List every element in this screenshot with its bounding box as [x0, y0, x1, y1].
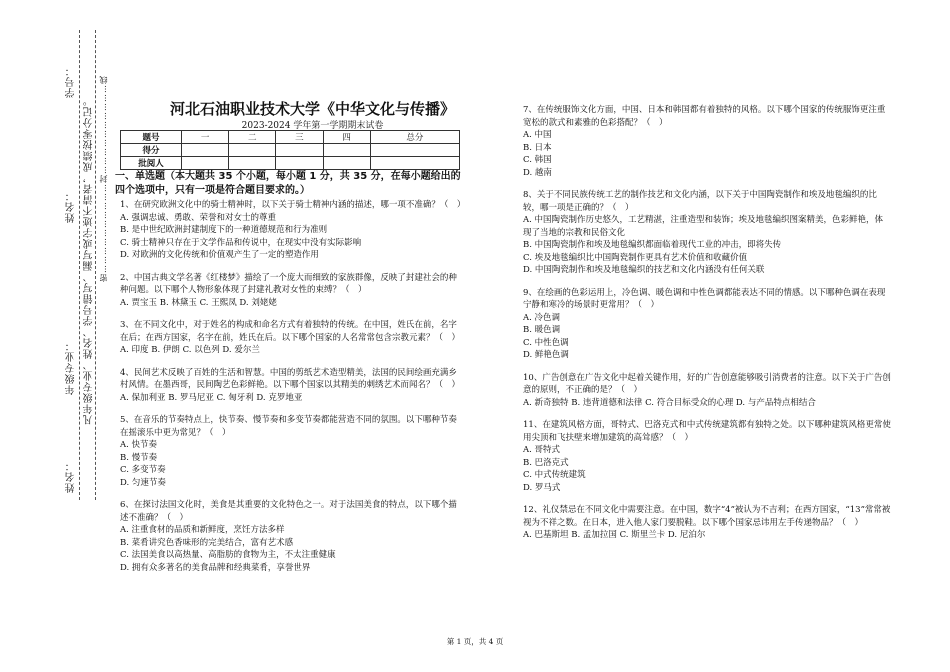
option[interactable]: C. 韩国 — [523, 155, 552, 165]
option[interactable]: B. 菜肴讲究色香味形的完美结合，富有艺术感 — [120, 537, 294, 548]
grader-cell[interactable] — [229, 157, 276, 170]
option[interactable]: D. 越南 — [523, 167, 552, 178]
option[interactable]: A. 注重食材的品质和新鲜度，烹饪方法多样 — [120, 525, 285, 535]
question-stem: 6、在探讨法国文化时，美食是其重要的文化特色之一。对于法国美食的特点，以下哪个描述不准确？（ ） — [120, 500, 457, 523]
option[interactable]: C. 法国美食以高热量、高脂肪的食物为主，不太注重健康 — [120, 550, 336, 560]
question-10 — [523, 372, 891, 410]
question-4 — [120, 367, 465, 405]
option[interactable]: A. 巴基斯坦 B. 孟加拉国 C. 斯里兰卡 D. 尼泊尔 — [523, 530, 706, 540]
option[interactable]: C. 埃及地毯编织比中国陶瓷制作更具有艺术价值和收藏价值 — [523, 252, 748, 263]
option[interactable]: D. 拥有众多著名的美食品牌和经典菜肴，享誉世界 — [120, 562, 311, 573]
exam-title: 河北石油职业技术大学《中华文化与传播》 — [169, 100, 455, 118]
question-stem: 9、在绘画的色彩运用上，冷色调、暖色调和中性色调都能表达不同的情感。以下哪种色调在表现宁静和寒冷的场景时更常用？（ ） — [523, 287, 886, 310]
table-header-cell: 四 — [323, 131, 370, 144]
grader-row-label: 批阅人 — [121, 157, 182, 170]
sidebar-grade-label: 年级专业： — [66, 340, 77, 395]
score-table — [120, 130, 460, 170]
table-header-cell: 二 — [229, 131, 276, 144]
table-header-cell: 一 — [182, 131, 229, 144]
question-3 — [120, 319, 465, 357]
option[interactable]: B. 慢节奏 — [120, 452, 158, 463]
question-stem: 4、民间艺术反映了百姓的生活和智慧。中国的剪纸艺术造型精美，法国的民间绘画充满乡村风情。在墨西哥，民间陶艺色彩鲜艳。以下哪个国家以其精美的刺绣艺术而闻名？（ ） — [120, 367, 461, 390]
option[interactable]: D. 对欧洲的文化传统和价值观产生了一定的塑造作用 — [120, 250, 319, 260]
option[interactable]: C. 中性色调 — [523, 337, 569, 348]
sidebar-school-label: 姓名： — [66, 460, 77, 493]
score-row — [121, 144, 460, 157]
option[interactable]: C. 骑士精神只存在于文学作品和传说中，在现实中没有实际影响 — [120, 237, 362, 248]
option[interactable]: A. 强调忠诚、勇敢、荣誉和对女士的尊重 — [120, 212, 277, 223]
question-9 — [523, 287, 891, 362]
question-6 — [120, 499, 465, 574]
sidebar-name-label: 姓名： — [66, 190, 77, 223]
question-12 — [523, 504, 891, 542]
option[interactable]: D. 罗马式 — [523, 482, 561, 493]
grader-cell[interactable] — [370, 157, 459, 170]
option[interactable]: A. 中国 — [523, 130, 552, 140]
option[interactable]: A. 保加利亚 B. 罗马尼亚 C. 匈牙利 D. 克罗地亚 — [120, 392, 303, 403]
option[interactable]: D. 匀速节奏 — [120, 477, 166, 488]
question-stem: 12、礼仪禁忌在不同文化中需要注意。在中国，数字“4”被认为不吉利；在西方国家，“13”常常被视为不祥之数。在日本，进入他人家门要脱鞋。以下哪个国家忌讳用左手传递物品？（ ） — [523, 505, 891, 528]
option[interactable]: D. 鲜艳色调 — [523, 350, 569, 360]
sidebar-seal-line: 密…………………………封…………………………线 — [99, 75, 108, 282]
option[interactable]: A. 新奇独特 B. 违背道德和法律 C. 符合目标受众的心理 D. 与产品特点相结合 — [523, 397, 816, 408]
table-header-cell: 三 — [276, 131, 323, 144]
table-header-cell: 题号 — [121, 131, 182, 144]
option[interactable]: B. 巴洛克式 — [523, 457, 569, 468]
question-stem: 1、在研究欧洲文化中的骑士精神时，以下关于骑士精神内涵的描述，哪一项不准确？（ ） — [120, 200, 466, 210]
option[interactable]: B. 中国陶瓷制作和埃及地毯编织都面临着现代工业的冲击，即将失传 — [523, 240, 782, 250]
option[interactable]: A. 中国陶瓷制作历史悠久，工艺精湛，注重造型和装饰；埃及地毯编织图案精美，色彩鲜艳，体现了当地的宗教和民俗文化 — [523, 215, 884, 238]
question-2 — [120, 272, 465, 310]
score-cell[interactable] — [229, 144, 276, 157]
sidebar-student-no-label: 学号： — [66, 65, 77, 98]
option[interactable]: A. 贾宝玉 B. 林黛玉 C. 王熙凤 D. 刘姥姥 — [120, 297, 277, 308]
grader-cell[interactable] — [182, 157, 229, 170]
score-cell[interactable] — [323, 144, 370, 157]
grader-row — [121, 157, 460, 170]
binding-dashed-line-inner — [79, 30, 80, 500]
question-stem: 7、在传统服饰文化方面，中国、日本和韩国都有着独特的风格。以下哪个国家的传统服饰更注重宽松的款式和素雅的色彩搭配？（ ） — [523, 105, 886, 128]
option[interactable]: A. 哥特式 — [523, 445, 561, 455]
option[interactable]: D. 中国陶瓷制作和埃及地毯编织的技艺和文化内涵没有任何关联 — [523, 265, 765, 275]
question-7 — [523, 104, 891, 179]
score-cell[interactable] — [182, 144, 229, 157]
question-11 — [523, 419, 891, 494]
exam-subtitle: 2023-2024 学年第一学期期末试卷 — [241, 121, 384, 131]
option[interactable]: A. 冷色调 — [523, 312, 561, 323]
score-cell[interactable] — [370, 144, 459, 157]
question-5 — [120, 414, 465, 489]
option[interactable]: A. 印度 B. 伊朗 C. 以色列 D. 爱尔兰 — [120, 345, 260, 355]
right-question-column — [523, 104, 891, 552]
table-header-cell: 总分 — [370, 131, 459, 144]
option[interactable]: C. 多变节奏 — [120, 465, 166, 475]
question-stem: 5、在音乐的节奏特点上，快节奏、慢节奏和多变节奏都能营造不同的氛围。以下哪种节奏在摇滚乐中更为常见？（ ） — [120, 415, 457, 438]
sidebar-notice: 凡年级专业、姓名、学号错写、漏写或字迹不清者，成绩按零分记。 — [84, 95, 95, 425]
question-stem: 2、中国古典文学名著《红楼梦》描绘了一个庞大而细致的家族群像，反映了封建社会的种种问题。以下哪个人物形象体现了封建礼教对女性的束缚？（ ） — [120, 272, 457, 295]
score-table-header-row — [121, 131, 460, 144]
option[interactable]: C. 中式传统建筑 — [523, 470, 586, 480]
question-stem: 8、关于不同民族传统工艺的制作技艺和文化内涵，以下关于中国陶瓷制作和埃及地毯编织的比较，哪一项是正确的？（ ） — [523, 190, 877, 213]
option[interactable]: B. 是中世纪欧洲封建制度下的一种道德规范和行为准则 — [120, 225, 328, 235]
score-row-label: 得分 — [121, 144, 182, 157]
question-stem: 10、广告创意在广告文化中起着关键作用，好的广告创意能够吸引消费者的注意。以下关于广告创意的原则，不正确的是？（ ） — [523, 372, 891, 395]
option[interactable]: A. 快节奏 — [120, 440, 158, 450]
grader-cell[interactable] — [276, 157, 323, 170]
question-8 — [523, 189, 891, 277]
question-stem: 11、在建筑风格方面，哥特式、巴洛克式和中式传统建筑都有独特之处。以下哪种建筑风格更常使用尖顶和飞扶壁来增加建筑的高耸感？（ ） — [523, 420, 891, 443]
left-question-column — [120, 199, 465, 584]
question-stem: 3、在不同文化中，对于姓名的构成和命名方式有着独特的传统。在中国，姓氏在前，名字在后；在西方国家，名字在前，姓氏在后。以下哪个国家的人名常常包含宗教元素？（ ） — [120, 320, 461, 343]
score-cell[interactable] — [276, 144, 323, 157]
section-one-heading: 一、单选题（本大题共 35 个小题，每小题 1 分，共 35 分，在每小题给出的四个选项中，只有一项是符合题目要求的。） — [115, 171, 461, 196]
page-footer: 第 1 页，共 4 页 — [446, 637, 504, 646]
question-1 — [120, 199, 465, 262]
option[interactable]: B. 暖色调 — [523, 325, 561, 335]
grader-cell[interactable] — [323, 157, 370, 170]
option[interactable]: B. 日本 — [523, 142, 552, 153]
